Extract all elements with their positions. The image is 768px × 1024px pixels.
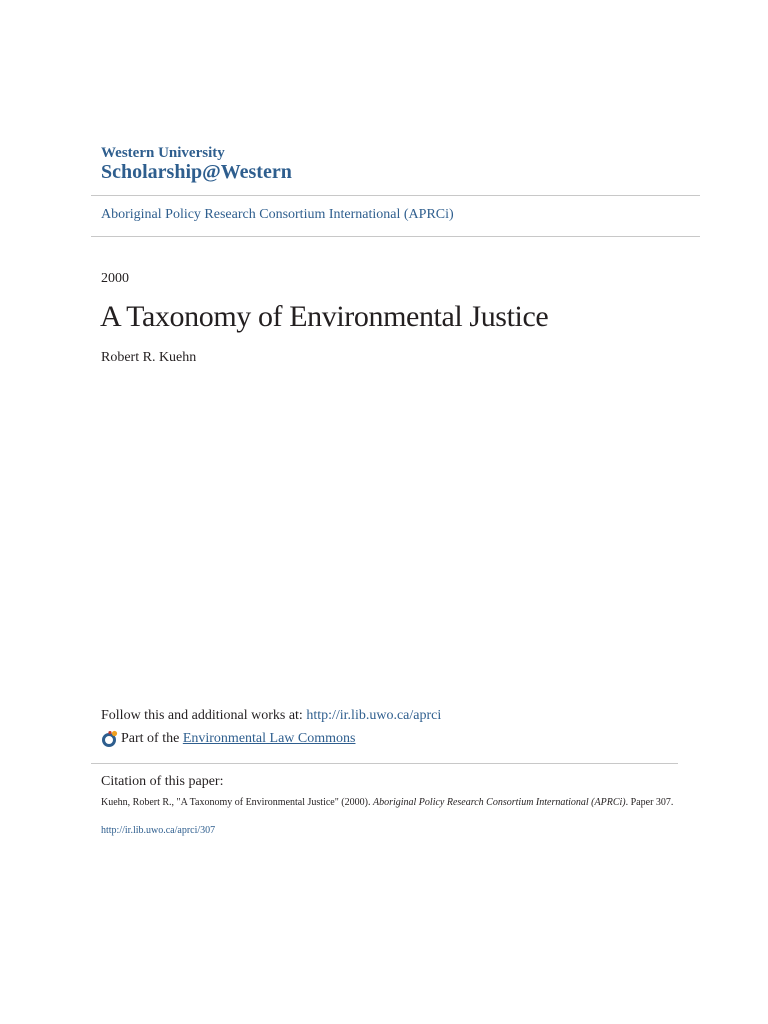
publication-year: 2000 xyxy=(101,271,129,286)
citation-text xyxy=(101,796,676,809)
institution-name: Western University xyxy=(101,145,225,161)
divider xyxy=(91,763,678,764)
follow-line xyxy=(101,707,441,725)
network-icon xyxy=(101,730,121,748)
part-of-line xyxy=(101,730,355,748)
environmental-law-commons-link[interactable]: Environmental Law Commons xyxy=(182,731,356,746)
repository-name[interactable]: Scholarship@Western xyxy=(101,161,292,183)
author-name: Robert R. Kuehn xyxy=(101,350,197,365)
citation-url-link[interactable]: http://ir.lib.uwo.ca/aprci/307 xyxy=(101,825,216,836)
divider xyxy=(91,195,700,196)
divider xyxy=(91,236,700,237)
citation-heading: Citation of this paper: xyxy=(101,774,224,789)
follow-url-link[interactable]: http://ir.lib.uwo.ca/aprci xyxy=(306,708,442,723)
follow-label: Follow this and additional works at: xyxy=(101,708,307,723)
citation-text-after: . Paper 307. xyxy=(625,797,674,808)
citation-text-before: Kuehn, Robert R., "A Taxonomy of Environmental Justice" (2000). xyxy=(101,797,373,808)
paper-title: A Taxonomy of Environmental Justice xyxy=(100,300,549,333)
part-of-label: Part of the xyxy=(121,731,183,746)
citation-series: Aboriginal Policy Research Consortium International (APRCi) xyxy=(372,797,626,808)
series-link[interactable]: Aboriginal Policy Research Consortium International (APRCi) xyxy=(101,207,454,222)
